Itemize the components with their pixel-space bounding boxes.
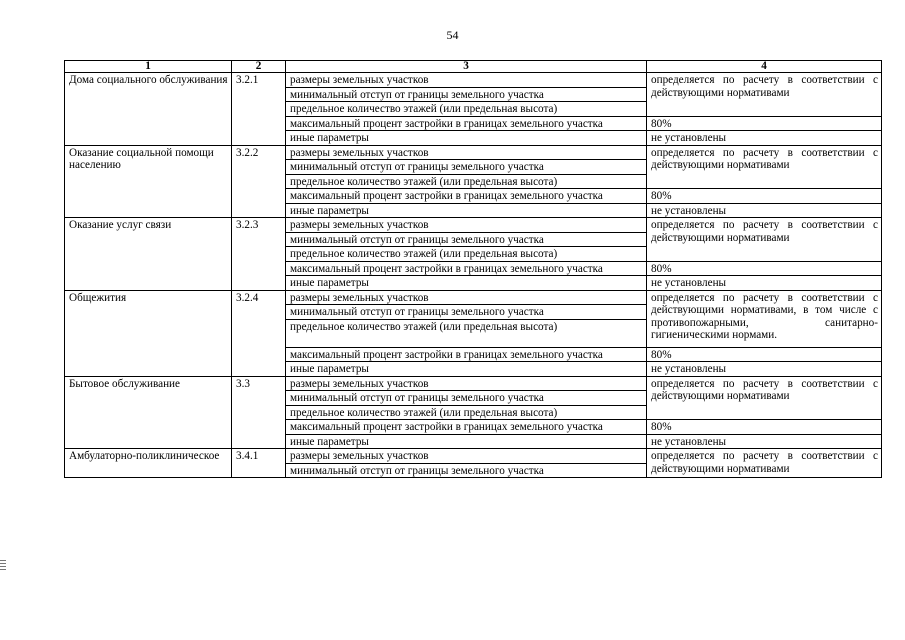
- param-other: иные параметры: [286, 434, 647, 449]
- value-coverage: 80%: [647, 261, 882, 276]
- value-calc: определяется по расчету в соответствии с действующими нормативами: [647, 376, 882, 420]
- regulations-table: [64, 60, 882, 478]
- param-offset: минимальный отступ от границы земельного участка: [286, 87, 647, 102]
- value-coverage: 80%: [647, 420, 882, 435]
- param-other: иные параметры: [286, 203, 647, 218]
- header-row: [65, 61, 882, 73]
- param-other: иные параметры: [286, 362, 647, 377]
- param-offset: минимальный отступ от границы земельного участка: [286, 232, 647, 247]
- param-floors: предельное количество этажей (или предельная высота): [286, 319, 647, 347]
- param-floors: предельное количество этажей (или предельная высота): [286, 174, 647, 189]
- value-calc: определяется по расчету в соответствии с действующими нормативами: [647, 145, 882, 189]
- group-code: 3.2.1: [232, 73, 286, 146]
- param-offset: минимальный отступ от границы земельного участка: [286, 391, 647, 406]
- param-coverage: максимальный процент застройки в границах земельного участка: [286, 261, 647, 276]
- param-sizes: размеры земельных участков: [286, 73, 647, 88]
- header-col-1: 1: [65, 61, 232, 73]
- header-col-4: 4: [647, 61, 882, 73]
- table-row: [65, 376, 882, 391]
- param-offset: минимальный отступ от границы земельного участка: [286, 463, 647, 478]
- param-sizes: размеры земельных участков: [286, 376, 647, 391]
- group-code: 3.2.2: [232, 145, 286, 218]
- param-offset: минимальный отступ от границы земельного участка: [286, 160, 647, 175]
- header-col-2: 2: [232, 61, 286, 73]
- group-name: Оказание услуг связи: [65, 218, 232, 291]
- param-coverage: максимальный процент застройки в границах земельного участка: [286, 189, 647, 204]
- param-coverage: максимальный процент застройки в границах земельного участка: [286, 420, 647, 435]
- edge-marks: [0, 560, 6, 572]
- value-coverage: 80%: [647, 189, 882, 204]
- value-other: не установлены: [647, 276, 882, 291]
- group-name: Амбулаторно-поликлиническое: [65, 449, 232, 478]
- param-other: иные параметры: [286, 276, 647, 291]
- group-code: 3.3: [232, 376, 286, 449]
- table-row: [65, 218, 882, 233]
- value-calc: определяется по расчету в соответствии с действующими нормативами: [647, 73, 882, 117]
- group-name: Бытовое обслуживание: [65, 376, 232, 449]
- value-other: не установлены: [647, 203, 882, 218]
- group-code: 3.4.1: [232, 449, 286, 478]
- table-row: [65, 145, 882, 160]
- param-sizes: размеры земельных участков: [286, 290, 647, 305]
- value-coverage: 80%: [647, 347, 882, 362]
- table-row: [65, 449, 882, 464]
- param-sizes: размеры земельных участков: [286, 145, 647, 160]
- param-offset: минимальный отступ от границы земельного участка: [286, 305, 647, 320]
- value-other: не установлены: [647, 131, 882, 146]
- value-calc-fire: определяется по расчету в соответствии с действующими нормативами, в том числе с противопожарными, санитарно-гигиеническими нормами.: [647, 290, 882, 347]
- header-col-3: 3: [286, 61, 647, 73]
- value-calc: определяется по расчету в соответствии с действующими нормативами: [647, 218, 882, 262]
- value-other: не установлены: [647, 434, 882, 449]
- table-row: [65, 290, 882, 305]
- group-name: Оказание социальной помощи населению: [65, 145, 232, 218]
- page-number: 54: [446, 28, 459, 42]
- group-code: 3.2.3: [232, 218, 286, 291]
- value-coverage: 80%: [647, 116, 882, 131]
- table-row: [65, 73, 882, 88]
- param-floors: предельное количество этажей (или предельная высота): [286, 405, 647, 420]
- group-name: Дома социального обслуживания: [65, 73, 232, 146]
- param-sizes: размеры земельных участков: [286, 218, 647, 233]
- group-code: 3.2.4: [232, 290, 286, 376]
- param-floors: предельное количество этажей (или предельная высота): [286, 102, 647, 117]
- param-floors: предельное количество этажей (или предельная высота): [286, 247, 647, 262]
- param-coverage: максимальный процент застройки в границах земельного участка: [286, 116, 647, 131]
- value-other: не установлены: [647, 362, 882, 377]
- param-other: иные параметры: [286, 131, 647, 146]
- param-sizes: размеры земельных участков: [286, 449, 647, 464]
- value-calc: определяется по расчету в соответствии с действующими нормативами: [647, 449, 882, 478]
- param-coverage: максимальный процент застройки в границах земельного участка: [286, 347, 647, 362]
- group-name: Общежития: [65, 290, 232, 376]
